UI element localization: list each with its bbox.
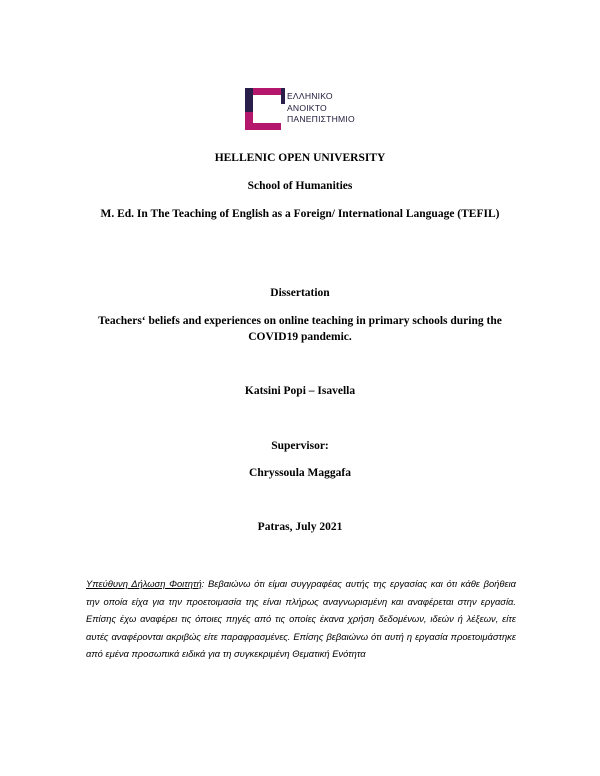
supervisor-label: Supervisor: <box>271 440 329 452</box>
school-name: School of Humanities <box>247 180 353 192</box>
logo-mark-icon <box>243 86 287 134</box>
dissertation-title-line-1: Teachers‘ beliefs and experiences on online teaching in primary schools during the <box>98 315 502 327</box>
declaration-heading: Υπεύθυνη Δήλωση Φοιτητή <box>86 578 202 589</box>
program-name: M. Ed. In The Teaching of English as a Foreign/ International Language (TEFIL) <box>100 208 500 220</box>
student-declaration <box>86 575 516 663</box>
author-name: Katsini Popi – Isavella <box>244 385 356 397</box>
logo-text <box>287 91 355 126</box>
place-date: Patras, July 2021 <box>257 521 343 533</box>
supervisor-name: Chryssoula Maggafa <box>249 467 351 479</box>
university-name: HELLENIC OPEN UNIVERSITY <box>214 152 386 164</box>
logo-line-1: ΕΛΛΗΝΙΚΟ <box>287 91 333 101</box>
logo-line-2: ΑΝΟΙΚΤΟ <box>287 102 327 113</box>
dissertation-title-line-2: COVID19 pandemic. <box>248 331 352 343</box>
declaration-text: : Βεβαιώνω ότι είμαι συγγραφέας αυτής της εργασίας και ότι κάθε βοήθεια την οποία είχα για την προετοιμασία της είναι πλήρως αναγνωρισμένη και αναφέρεται στην εργασία. Επίσης έχω αναφέρει τις όποιες πηγές από τις οποίες έκανα χρήση δεδομένων, ιδεών ή λέξεων, είτε αυτές αναφέρονται ακριβώς είτε παραφρασμένες. Επίσης βεβαιώνω ότι αυτή η εργασία προετοιμάστηκε από εμένα προσωπικά ειδικά για τη συγκεκριμένη Θεματική Ενότητα <box>86 578 516 659</box>
logo-line-3: ΠΑΝΕΠΙΣΤΗΜΙΟ <box>287 114 355 124</box>
document-type: Dissertation <box>270 287 330 299</box>
university-logo <box>243 86 361 134</box>
